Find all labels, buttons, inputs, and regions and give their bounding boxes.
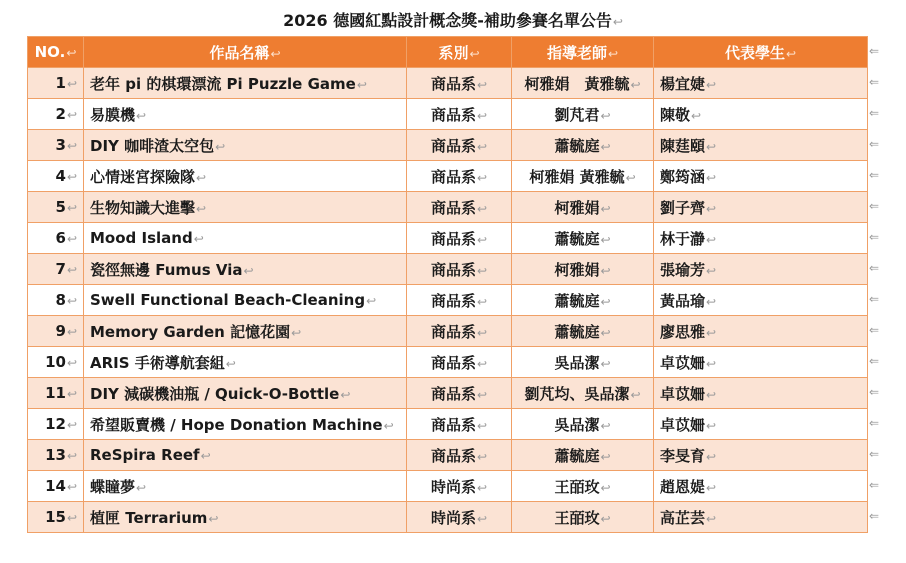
cell-advisor-text: 王皕玫 bbox=[554, 477, 600, 496]
paragraph-mark-icon: ↩ bbox=[600, 418, 611, 433]
cell-work-name-text: 蝶瞳夢 bbox=[90, 477, 136, 496]
cell-work-name bbox=[84, 99, 407, 130]
header-department: 系別↩ bbox=[407, 37, 512, 68]
cell-no-text: 14 bbox=[45, 477, 66, 495]
cell-department-text: 商品系 bbox=[430, 322, 476, 341]
cell-no-text: 1 bbox=[55, 74, 66, 92]
paragraph-mark-icon: ↩ bbox=[706, 201, 717, 216]
table-row bbox=[28, 502, 868, 533]
row-end-mark-icon: ⇐ bbox=[869, 416, 880, 430]
cell-department-text: 商品系 bbox=[430, 105, 476, 124]
paragraph-mark-icon: ↩ bbox=[196, 170, 207, 185]
cell-advisor bbox=[512, 378, 654, 409]
cell-student bbox=[654, 99, 868, 130]
paragraph-mark-icon: ↩ bbox=[340, 387, 351, 402]
cell-student-text: 李旻育 bbox=[660, 446, 706, 465]
table-row bbox=[28, 192, 868, 223]
cell-department-text: 商品系 bbox=[430, 353, 476, 372]
cell-advisor bbox=[512, 347, 654, 378]
paragraph-mark-icon: ↩ bbox=[66, 77, 77, 91]
paragraph-mark-icon: ↩ bbox=[706, 325, 717, 340]
paragraph-mark-icon: ↩ bbox=[476, 480, 488, 495]
cell-work-name-text: ReSpira Reef bbox=[90, 446, 200, 464]
cell-student bbox=[654, 378, 868, 409]
row-end-mark-icon: ⇐ bbox=[869, 75, 880, 89]
cell-student bbox=[654, 254, 868, 285]
header-no: NO.↩ bbox=[28, 37, 84, 68]
paragraph-mark-icon: ↩ bbox=[476, 294, 488, 309]
row-end-mark-icon: ⇐ bbox=[869, 106, 880, 120]
paragraph-mark-icon: ↩ bbox=[600, 356, 611, 371]
document-title-text: 2026 德國紅點設計概念獎-補助參賽名單公告 bbox=[283, 11, 612, 30]
document-title bbox=[0, 8, 906, 31]
cell-work-name-text: 心情迷宮探險隊 bbox=[90, 167, 196, 186]
cell-student-text: 陳莛頤 bbox=[660, 136, 706, 155]
paragraph-mark-icon: ↩ bbox=[625, 170, 636, 185]
paragraph-mark-icon: ↩ bbox=[136, 480, 147, 495]
cell-department bbox=[407, 347, 512, 378]
cell-student bbox=[654, 409, 868, 440]
cell-student-text: 趙恩媞 bbox=[660, 477, 706, 496]
cell-work-name-text: 希望販賣機 / Hope Donation Machine bbox=[90, 415, 383, 434]
cell-department-text: 商品系 bbox=[430, 291, 476, 310]
cell-department-text: 商品系 bbox=[430, 415, 476, 434]
row-end-mark-icon: ⇐ bbox=[869, 385, 880, 399]
paragraph-mark-icon: ↩ bbox=[600, 480, 611, 495]
paragraph-mark-icon: ↩ bbox=[706, 356, 717, 371]
cell-work-name bbox=[84, 161, 407, 192]
cell-no bbox=[28, 440, 84, 471]
cell-no-text: 11 bbox=[45, 384, 66, 402]
cell-advisor bbox=[512, 316, 654, 347]
cell-department-text: 時尚系 bbox=[430, 477, 476, 496]
paragraph-mark-icon: ↩ bbox=[706, 139, 717, 154]
paragraph-mark-icon: ↩ bbox=[476, 201, 488, 216]
cell-no bbox=[28, 316, 84, 347]
row-end-mark-icon: ⇐ bbox=[869, 44, 880, 58]
cell-student bbox=[654, 285, 868, 316]
table-row bbox=[28, 99, 868, 130]
paragraph-mark-icon: ↩ bbox=[66, 108, 77, 122]
paragraph-mark-icon: ↩ bbox=[706, 232, 717, 247]
paragraph-mark-icon: ↩ bbox=[706, 418, 717, 433]
cell-advisor-text: 王皕玫 bbox=[554, 508, 600, 527]
paragraph-mark-icon: ↩ bbox=[691, 108, 702, 123]
paragraph-mark-icon: ↩ bbox=[600, 511, 611, 526]
cell-work-name bbox=[84, 285, 407, 316]
cell-student bbox=[654, 471, 868, 502]
cell-student bbox=[654, 502, 868, 533]
paragraph-mark-icon: ↩ bbox=[600, 108, 611, 123]
cell-department bbox=[407, 471, 512, 502]
row-end-mark-icon: ⇐ bbox=[869, 354, 880, 368]
row-end-mark-icon: ⇐ bbox=[869, 168, 880, 182]
paragraph-mark-icon: ↩ bbox=[706, 77, 717, 92]
table-row bbox=[28, 130, 868, 161]
row-end-mark-icon: ⇐ bbox=[869, 292, 880, 306]
table-row bbox=[28, 409, 868, 440]
cell-advisor bbox=[512, 471, 654, 502]
paragraph-mark-icon: ↩ bbox=[706, 449, 717, 464]
paragraph-mark-icon: ↩ bbox=[476, 108, 488, 123]
cell-work-name bbox=[84, 440, 407, 471]
paragraph-mark-icon: ↩ bbox=[706, 170, 717, 185]
paragraph-mark-icon: ↩ bbox=[66, 356, 77, 370]
cell-department bbox=[407, 502, 512, 533]
paragraph-mark-icon: ↩ bbox=[66, 294, 77, 308]
paragraph-mark-icon: ↩ bbox=[630, 387, 641, 402]
paragraph-mark-icon: ↩ bbox=[600, 325, 611, 340]
cell-student bbox=[654, 130, 868, 161]
cell-no-text: 4 bbox=[55, 167, 66, 185]
cell-advisor bbox=[512, 285, 654, 316]
cell-department-text: 商品系 bbox=[430, 260, 476, 279]
paragraph-mark-icon: ↩ bbox=[200, 449, 211, 463]
cell-work-name bbox=[84, 409, 407, 440]
cell-no-text: 10 bbox=[45, 353, 66, 371]
paragraph-mark-icon: ↩ bbox=[66, 387, 77, 401]
cell-student bbox=[654, 440, 868, 471]
cell-advisor-text: 蕭毓庭 bbox=[554, 446, 600, 465]
cell-work-name-text: ARIS 手術導航套組 bbox=[90, 353, 225, 372]
cell-no-text: 13 bbox=[45, 446, 66, 464]
cell-advisor-text: 吳品潔 bbox=[554, 353, 600, 372]
paragraph-mark-icon: ↩ bbox=[66, 263, 77, 277]
cell-no-text: 7 bbox=[55, 260, 66, 278]
cell-work-name bbox=[84, 223, 407, 254]
table-row bbox=[28, 471, 868, 502]
cell-advisor-text: 劉芃均、吳品潔 bbox=[524, 384, 630, 403]
cell-no bbox=[28, 347, 84, 378]
table-row bbox=[28, 347, 868, 378]
cell-student-text: 卓苡姍 bbox=[660, 384, 706, 403]
row-end-mark-icon: ⇐ bbox=[869, 509, 880, 523]
cell-work-name bbox=[84, 347, 407, 378]
cell-advisor-text: 柯雅娟 bbox=[554, 260, 600, 279]
cell-department bbox=[407, 440, 512, 471]
cell-work-name bbox=[84, 68, 407, 99]
row-end-mark-icon: ⇐ bbox=[869, 199, 880, 213]
table-row bbox=[28, 223, 868, 254]
cell-no bbox=[28, 68, 84, 99]
paragraph-mark-icon: ↩ bbox=[706, 480, 717, 495]
award-list-table bbox=[27, 36, 868, 533]
cell-department bbox=[407, 378, 512, 409]
cell-department-text: 時尚系 bbox=[430, 508, 476, 527]
cell-work-name-text: Memory Garden 記憶花園 bbox=[90, 322, 291, 341]
cell-work-name bbox=[84, 192, 407, 223]
cell-no bbox=[28, 223, 84, 254]
cell-no bbox=[28, 409, 84, 440]
paragraph-mark-icon: ↩ bbox=[476, 449, 488, 464]
paragraph-mark-icon: ↩ bbox=[476, 356, 488, 371]
cell-work-name-text: 瓷徑無邊 Fumus Via bbox=[90, 260, 243, 279]
cell-advisor bbox=[512, 130, 654, 161]
cell-student-text: 陳敬 bbox=[660, 105, 691, 124]
paragraph-mark-icon: ↩ bbox=[215, 139, 226, 154]
paragraph-mark-icon: ↩ bbox=[476, 170, 488, 185]
cell-no bbox=[28, 378, 84, 409]
cell-student bbox=[654, 68, 868, 99]
paragraph-mark-icon: ↩ bbox=[476, 263, 488, 278]
paragraph-mark-icon: ↩ bbox=[66, 480, 77, 494]
table-row bbox=[28, 440, 868, 471]
cell-advisor bbox=[512, 409, 654, 440]
cell-department bbox=[407, 99, 512, 130]
cell-advisor-text: 柯雅娟 黃雅毓 bbox=[529, 167, 625, 186]
paragraph-mark-icon: ↩ bbox=[66, 170, 77, 184]
cell-advisor bbox=[512, 254, 654, 285]
cell-work-name bbox=[84, 130, 407, 161]
paragraph-mark-icon: ↩ bbox=[476, 232, 488, 247]
paragraph-mark-icon: ↩ bbox=[196, 201, 207, 216]
cell-advisor-text: 柯雅娟 bbox=[554, 198, 600, 217]
paragraph-mark-icon: ↩ bbox=[66, 449, 77, 463]
cell-department bbox=[407, 223, 512, 254]
paragraph-mark-icon: ↩ bbox=[706, 263, 717, 278]
paragraph-mark-icon: ↩ bbox=[476, 139, 488, 154]
paragraph-mark-icon: ↩ bbox=[630, 77, 641, 92]
cell-department bbox=[407, 161, 512, 192]
paragraph-mark-icon: ↩ bbox=[476, 325, 488, 340]
paragraph-mark-icon: ↩ bbox=[706, 511, 717, 526]
paragraph-mark-icon: ↩ bbox=[600, 139, 611, 154]
table-row bbox=[28, 68, 868, 99]
paragraph-mark-icon: ↩ bbox=[66, 201, 77, 215]
cell-student-text: 高芷芸 bbox=[660, 508, 706, 527]
cell-work-name-text: 生物知識大進擊 bbox=[90, 198, 196, 217]
cell-advisor bbox=[512, 502, 654, 533]
cell-advisor bbox=[512, 161, 654, 192]
cell-department bbox=[407, 192, 512, 223]
cell-advisor bbox=[512, 440, 654, 471]
table-row bbox=[28, 161, 868, 192]
table-row bbox=[28, 316, 868, 347]
cell-no bbox=[28, 161, 84, 192]
cell-work-name-text: 植匣 Terrarium bbox=[90, 508, 208, 527]
cell-work-name-text: 老年 pi 的棋環漂流 Pi Puzzle Game bbox=[90, 74, 356, 93]
cell-no bbox=[28, 471, 84, 502]
cell-advisor-text: 蕭毓庭 bbox=[554, 322, 600, 341]
cell-department-text: 商品系 bbox=[430, 198, 476, 217]
cell-student-text: 楊宜婕 bbox=[660, 74, 706, 93]
row-end-mark-icon: ⇐ bbox=[869, 261, 880, 275]
cell-work-name bbox=[84, 471, 407, 502]
header-work-name: 作品名稱↩ bbox=[84, 37, 407, 68]
cell-work-name bbox=[84, 254, 407, 285]
cell-advisor-text: 蕭毓庭 bbox=[554, 136, 600, 155]
cell-no bbox=[28, 502, 84, 533]
cell-no-text: 6 bbox=[55, 229, 66, 247]
paragraph-mark-icon: ↩ bbox=[476, 77, 488, 92]
cell-department bbox=[407, 68, 512, 99]
paragraph-mark-icon: ↩ bbox=[66, 232, 77, 246]
cell-department-text: 商品系 bbox=[430, 167, 476, 186]
cell-department-text: 商品系 bbox=[430, 384, 476, 403]
cell-student-text: 林于瀞 bbox=[660, 229, 706, 248]
cell-student bbox=[654, 223, 868, 254]
cell-student-text: 黃品瑜 bbox=[660, 291, 706, 310]
cell-advisor bbox=[512, 192, 654, 223]
cell-work-name-text: Swell Functional Beach-Cleaning bbox=[90, 291, 366, 309]
cell-no-text: 2 bbox=[55, 105, 66, 123]
paragraph-mark-icon: ↩ bbox=[383, 418, 394, 433]
row-end-marks bbox=[869, 36, 883, 532]
cell-advisor-text: 吳品潔 bbox=[554, 415, 600, 434]
paragraph-mark-icon: ↩ bbox=[291, 325, 302, 340]
cell-work-name-text: DIY 咖啡渣太空包 bbox=[90, 136, 215, 155]
cell-no bbox=[28, 99, 84, 130]
cell-student bbox=[654, 347, 868, 378]
cell-student-text: 卓苡姍 bbox=[660, 415, 706, 434]
cell-no bbox=[28, 254, 84, 285]
cell-department-text: 商品系 bbox=[430, 74, 476, 93]
paragraph-mark-icon: ↩ bbox=[612, 15, 623, 29]
cell-work-name-text: Mood Island bbox=[90, 229, 193, 247]
cell-department-text: 商品系 bbox=[430, 229, 476, 248]
cell-advisor-text: 蕭毓庭 bbox=[554, 291, 600, 310]
cell-no-text: 8 bbox=[55, 291, 66, 309]
cell-student-text: 劉子齊 bbox=[660, 198, 706, 217]
cell-department bbox=[407, 316, 512, 347]
paragraph-mark-icon: ↩ bbox=[600, 201, 611, 216]
cell-department bbox=[407, 409, 512, 440]
cell-student-text: 廖思雅 bbox=[660, 322, 706, 341]
cell-student-text: 鄭筠涵 bbox=[660, 167, 706, 186]
paragraph-mark-icon: ↩ bbox=[366, 294, 377, 308]
cell-no-text: 5 bbox=[55, 198, 66, 216]
paragraph-mark-icon: ↩ bbox=[356, 77, 367, 92]
cell-no-text: 3 bbox=[55, 136, 66, 154]
table-row bbox=[28, 378, 868, 409]
cell-no bbox=[28, 192, 84, 223]
paragraph-mark-icon: ↩ bbox=[600, 263, 611, 278]
paragraph-mark-icon: ↩ bbox=[225, 356, 236, 371]
paragraph-mark-icon: ↩ bbox=[706, 294, 717, 309]
paragraph-mark-icon: ↩ bbox=[66, 325, 77, 339]
table-header-row bbox=[28, 37, 868, 68]
cell-no bbox=[28, 130, 84, 161]
paragraph-mark-icon: ↩ bbox=[66, 139, 77, 153]
cell-advisor bbox=[512, 223, 654, 254]
paragraph-mark-icon: ↩ bbox=[136, 108, 147, 123]
cell-work-name bbox=[84, 502, 407, 533]
paragraph-mark-icon: ↩ bbox=[600, 232, 611, 247]
cell-student bbox=[654, 192, 868, 223]
cell-student bbox=[654, 161, 868, 192]
paragraph-mark-icon: ↩ bbox=[600, 294, 611, 309]
cell-student bbox=[654, 316, 868, 347]
paragraph-mark-icon: ↩ bbox=[706, 387, 717, 402]
cell-work-name bbox=[84, 316, 407, 347]
paragraph-mark-icon: ↩ bbox=[66, 418, 77, 432]
cell-no-text: 9 bbox=[55, 322, 66, 340]
cell-no bbox=[28, 285, 84, 316]
table-row bbox=[28, 254, 868, 285]
cell-department bbox=[407, 285, 512, 316]
paragraph-mark-icon: ↩ bbox=[476, 511, 488, 526]
cell-student-text: 張瑜芳 bbox=[660, 260, 706, 279]
cell-advisor-text: 劉芃君 bbox=[554, 105, 600, 124]
row-end-mark-icon: ⇐ bbox=[869, 137, 880, 151]
row-end-mark-icon: ⇐ bbox=[869, 447, 880, 461]
cell-student-text: 卓苡姍 bbox=[660, 353, 706, 372]
cell-department bbox=[407, 130, 512, 161]
cell-no-text: 15 bbox=[45, 508, 66, 526]
cell-advisor bbox=[512, 68, 654, 99]
paragraph-mark-icon: ↩ bbox=[193, 232, 204, 246]
cell-department-text: 商品系 bbox=[430, 446, 476, 465]
cell-work-name-text: DIY 減碳機油瓶 / Quick-O-Bottle bbox=[90, 384, 340, 403]
cell-advisor bbox=[512, 99, 654, 130]
cell-no-text: 12 bbox=[45, 415, 66, 433]
table-row bbox=[28, 285, 868, 316]
cell-advisor-text: 柯雅娟 黃雅毓 bbox=[524, 74, 630, 93]
header-advisor: 指導老師↩ bbox=[512, 37, 654, 68]
header-student: 代表學生↩ bbox=[654, 37, 868, 68]
paragraph-mark-icon: ↩ bbox=[476, 387, 488, 402]
cell-work-name-text: 易膜機 bbox=[90, 105, 136, 124]
cell-work-name bbox=[84, 378, 407, 409]
paragraph-mark-icon: ↩ bbox=[66, 511, 77, 525]
paragraph-mark-icon: ↩ bbox=[208, 511, 219, 526]
cell-department-text: 商品系 bbox=[430, 136, 476, 155]
cell-advisor-text: 蕭毓庭 bbox=[554, 229, 600, 248]
paragraph-mark-icon: ↩ bbox=[243, 263, 254, 278]
paragraph-mark-icon: ↩ bbox=[600, 449, 611, 464]
row-end-mark-icon: ⇐ bbox=[869, 478, 880, 492]
paragraph-mark-icon: ↩ bbox=[476, 418, 488, 433]
row-end-mark-icon: ⇐ bbox=[869, 230, 880, 244]
row-end-mark-icon: ⇐ bbox=[869, 323, 880, 337]
cell-department bbox=[407, 254, 512, 285]
